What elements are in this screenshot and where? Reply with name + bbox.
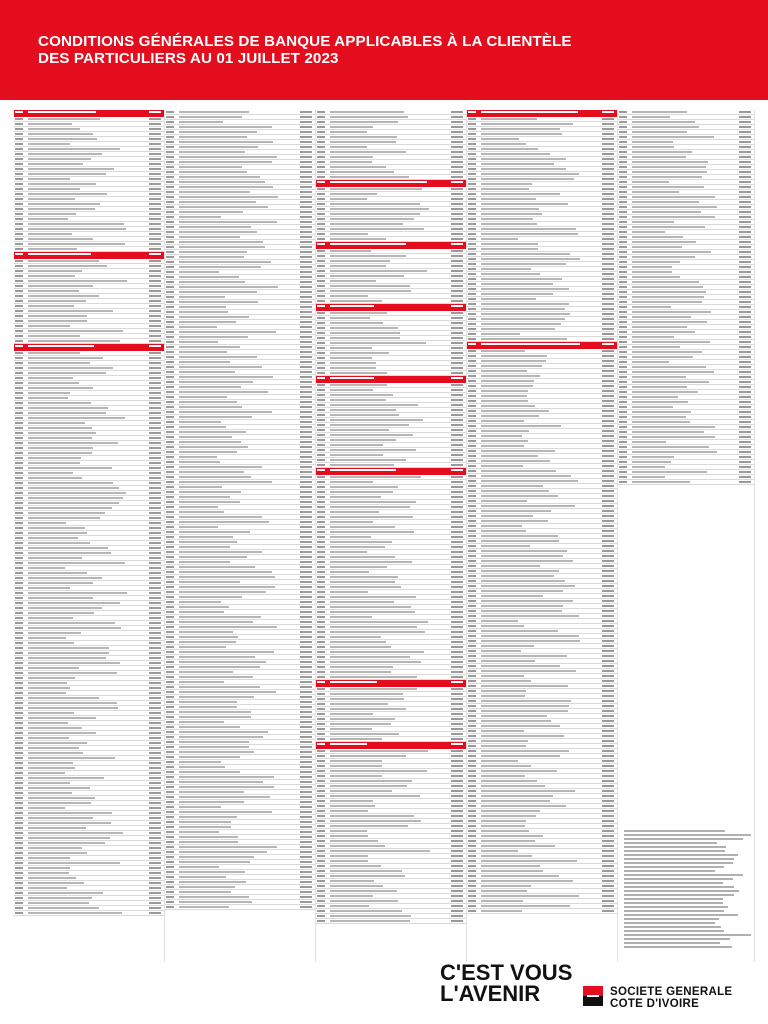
tariff-row	[467, 909, 617, 914]
tariff-row	[14, 911, 164, 916]
tariff-row	[618, 480, 754, 485]
section-header-row	[14, 110, 164, 117]
brand-line-1: SOCIETE GENERALE	[610, 986, 733, 998]
section-header-row	[14, 252, 164, 259]
section-header-row	[316, 468, 466, 475]
title-banner	[0, 0, 768, 100]
slogan	[440, 962, 572, 1004]
section-header-row	[14, 344, 164, 351]
section-header-row	[316, 242, 466, 249]
societe-generale-logo-icon	[583, 986, 603, 1006]
brand-name	[610, 986, 732, 1010]
section-header-row	[316, 680, 466, 687]
section-header-row	[316, 376, 466, 383]
title-line-1: CONDITIONS GÉNÉRALES DE BANQUE APPLICABLES À LA CLIENTÈLE	[38, 33, 572, 50]
section-header-row	[316, 304, 466, 311]
tariff-row	[165, 905, 315, 910]
brand-line-2: COTE D'IVOIRE	[610, 998, 700, 1010]
tariff-column-3	[316, 110, 467, 962]
information-text-block	[624, 830, 752, 955]
section-header-row	[467, 110, 617, 117]
tariff-column-1	[14, 110, 165, 962]
section-header-row	[316, 742, 466, 749]
tariff-column-2	[165, 110, 316, 962]
tariff-column-4	[467, 110, 618, 962]
tariff-row	[316, 919, 466, 924]
section-header-row	[316, 180, 466, 187]
section-header-row	[467, 342, 617, 349]
tariff-tables	[14, 110, 754, 962]
document-title	[38, 33, 572, 67]
slogan-line-2: L'AVENIR	[440, 981, 541, 1006]
slogan-line-1: C'EST VOUS	[440, 960, 573, 985]
title-line-2: DES PARTICULIERS AU 01 JUILLET 2023	[38, 50, 339, 67]
